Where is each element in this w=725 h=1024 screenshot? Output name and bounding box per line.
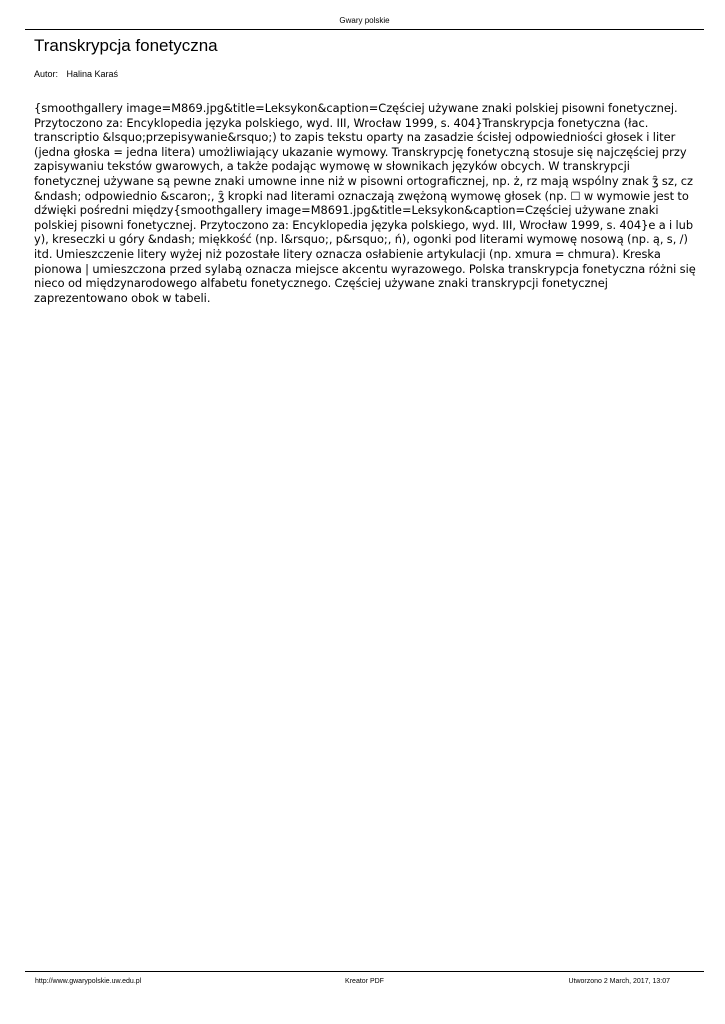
page-header [25,16,704,30]
page-footer [25,971,704,986]
author-label: Autor: [34,69,59,79]
footer-url-link[interactable]: http://www.gwarypolskie.uw.edu.pl [35,978,142,985]
footer-created-date: Utworzono 2 March, 2017, 13:07 [568,978,670,985]
site-name: Gwary polskie [339,16,390,25]
footer-generator: Kreator PDF [345,978,384,985]
article-title: Transkrypcja fonetyczna [34,36,218,55]
article-body: {smoothgallery image=M869.jpg&title=Leksykon&caption=Częściej używane znaki polskiej pisowni fonetycznej. Przytoczono za: Encyklopedia języka polskiego, wyd. III, Wrocław 1999, s. 404}Transkrypcja fonetyczna (łac. transcriptio &lsquo;przepisywanie&rsquo;) to zapis tekstu oparty na zasadzie ścisłej odpowiedniości głosek i liter (jedna głoska = jedna litera) umożliwiający ukazanie wymowy. Transkrypcję fonetyczną stosuje się najczęściej przy zapisywaniu tekstów gwarowych, a także podając wymowę w słownikach języków obcych. W transkrypcji fonetycznej używane są pewne znaki umowne inne niż w pisowni ortograficznej, np. ż, rz mają wspólny znak ʒ̑ sz, cz &ndash; odpowiednio &scaron;, ʒ̑ kropki nad literami oznaczają zwężoną wymowę głosek (np. ☐ w wymowie jest to dźwięki pośredni między{smoothgallery image=M8691.jpg&title=Leksykon&caption=Częściej używane znaki polskiej pisowni fonetycznej. Przytoczono za: Encyklopedia języka polskiego, wyd. III, Wrocław 1999, s. 404}e a i lub y), kreseczki u góry &ndash; miękkość (np. l&rsquo;, p&rsquo;, ń), ogonki pod literami wymowę nosową (np. ą, s, /) itd. Umieszczenie litery wyżej niż pozostałe litery oznacza osłabienie artykulacji (np. xmura = chmura). Kreska pionowa | umieszczona przed sylabą oznacza miejsce akcentu wyrazowego. Polska transkrypcja fonetyczna różni się nieco od międzynarodowego alfabetu fonetycznego. Częściej używane znaki transkrypcji fonetycznej zaprezentowano obok w tabeli. [34,101,696,305]
author-line [34,68,118,80]
author-name: Halina Karaś [66,69,119,79]
